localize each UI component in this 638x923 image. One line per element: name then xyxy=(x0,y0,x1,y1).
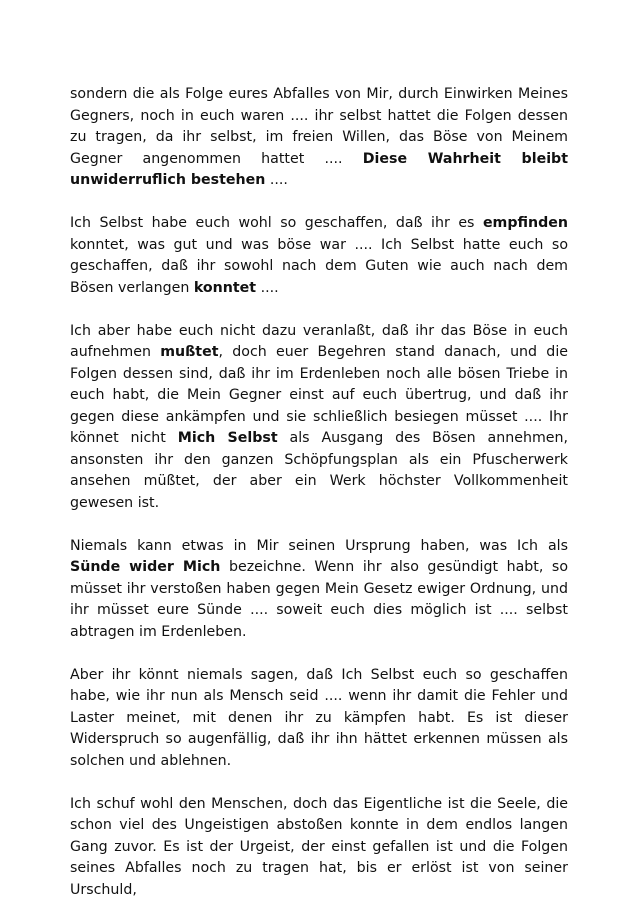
paragraph-4 xyxy=(70,536,568,644)
paragraph-3-bold-1: mußtet xyxy=(160,344,219,360)
paragraph-3-text-3: als Ausgang des Bösen annehmen, ansonsten ihr den ganzen Schöpfungsplan als ein Pfuscherwerk ansehen müßtet, der aber ein Werk höchster Vollkommenheit gewesen ist. xyxy=(70,430,568,511)
paragraph-2-text-3: .... xyxy=(256,279,279,296)
paragraph-1-text-1: sondern die als Folge eures Abfalles von Mir, durch Einwirken Meines Gegners, noch in euch waren .... ihr selbst hattet die Folgen dessen zu tragen, da ihr selbst, im freien Willen, das Böse von Meinem Gegner angenommen hattet .... xyxy=(70,86,568,167)
paragraph-4-text-2: bezeichne. Wenn ihr also gesündigt habt, so müsset ihr verstoßen haben gegen Mein Gesetz ewiger Ordnung, und ihr müsset eure Sünde .... soweit euch dies möglich ist .... selbst abtragen im Erdenleben. xyxy=(70,559,568,640)
paragraph-1 xyxy=(70,84,568,192)
paragraph-4-bold-1: Sünde wider Mich xyxy=(70,559,221,575)
paragraph-3-text-1: Ich aber habe euch nicht dazu veranlaßt, daß ihr das Böse in euch aufnehmen xyxy=(70,322,568,360)
paragraph-3 xyxy=(70,321,568,515)
paragraph-4-text-1: Niemals kann etwas in Mir seinen Ursprung haben, was Ich als xyxy=(70,537,568,554)
paragraph-5 xyxy=(70,665,568,773)
paragraph-1-bold-1: Diese Wahrheit bleibt unwiderruflich bestehen xyxy=(70,150,568,188)
document-page xyxy=(70,84,568,923)
paragraph-6-text-1: Ich schuf wohl den Menschen, doch das Eigentliche ist die Seele, die schon viel des Ungeistigen abstoßen konnte in dem endlos langen Gang zuvor. Es ist der Urgeist, der einst gefallen ist und die Folgen seines Abfalles noch zu tragen hat, bis er erlöst ist von seiner Urschuld, xyxy=(70,795,568,898)
paragraph-2-bold-1: empfinden xyxy=(482,215,568,231)
paragraph-2-text-1: Ich Selbst habe euch wohl so geschaffen, daß ihr es xyxy=(70,215,483,231)
paragraph-2-text-2: konntet, was gut und was böse war .... Ich Selbst hatte euch so geschaffen, daß ihr sowohl nach dem Guten wie auch nach dem Bösen verlangen xyxy=(70,236,568,296)
paragraph-3-text-2: , doch euer Begehren stand danach, und die Folgen dessen sind, daß ihr im Erdenleben noch alle bösen Triebe in euch habt, die Mein Gegner einst auf euch übertrug, und daß ihr gegen diese ankämpfen und sie schließlich besiegen müsset .... Ihr könnet nicht xyxy=(70,344,568,446)
paragraph-1-text-2: .... xyxy=(265,172,288,188)
paragraph-2-bold-2: konntet xyxy=(193,279,257,296)
paragraph-5-text-1: Aber ihr könnt niemals sagen, daß Ich Selbst euch so geschaffen habe, wie ihr nun als Mensch seid .... wenn ihr damit die Fehler und Laster meinet, mit denen ihr zu kämpfen habt. Es ist dieser Widerspruch so augenfällig, daß ihr ihn hättet erkennen müssen als solchen und ablehnen. xyxy=(70,666,568,769)
paragraph-2 xyxy=(70,213,568,299)
paragraph-6 xyxy=(70,794,568,902)
paragraph-3-bold-2: Mich Selbst xyxy=(177,430,278,446)
